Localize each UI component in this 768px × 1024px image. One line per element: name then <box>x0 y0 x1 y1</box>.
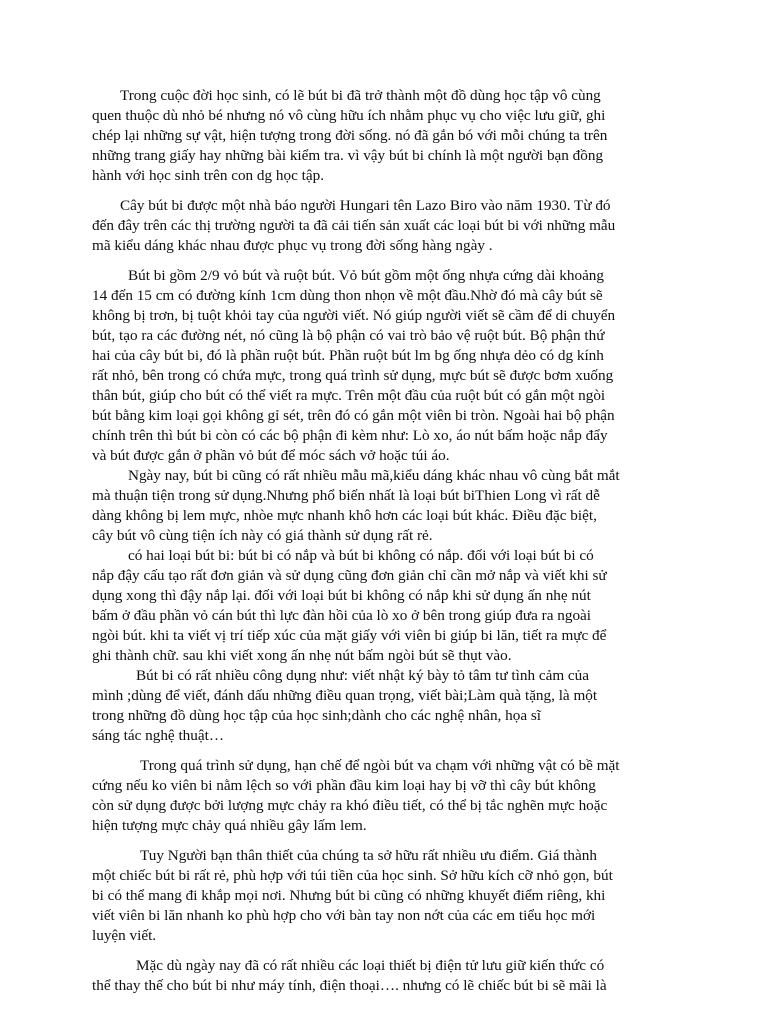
text-line: hai của cây bút bi, đó là phần ruột bút. Phần ruột bút lm bg ống nhựa dẻo có dg kính <box>92 347 604 364</box>
text-line: Trong quá trình sử dụng, hạn chế để ngòi bút va chạm với những vật có bề mặt <box>140 757 620 774</box>
paragraph-gap <box>92 256 677 266</box>
text-line: mã kiểu dáng khác nhau được phục vụ trong đời sống hàng ngày . <box>92 237 493 254</box>
text-line: Tuy Người bạn thân thiết của chúng ta sở hữu rất nhiều ưu điểm. Giá thành <box>140 847 597 864</box>
text-line: quen thuộc dù nhỏ bé nhưng nó vô cùng hữu ích nhằm phục vụ cho việc lưu giữ, ghi <box>92 107 606 124</box>
paragraph-history <box>92 196 677 256</box>
paragraph-gap <box>92 946 677 956</box>
paragraph-gap <box>92 186 677 196</box>
paragraph-gap <box>92 746 677 756</box>
text-line: Bút bi có rất nhiều công dụng như: viết nhật ký bày tỏ tâm tư tình cảm của <box>136 667 590 684</box>
paragraph-types <box>92 546 677 666</box>
paragraph-intro <box>92 86 677 186</box>
text-line: cứng nếu ko viên bi nằm lệch so với phần đầu kim loại hay bị vỡ thì cây bút không <box>92 777 596 794</box>
text-line: mà thuận tiện trong sử dụng.Nhưng phổ biến nhất là loại bút biThien Long vì rất dễ <box>92 487 600 504</box>
text-line: và bút được gắn ở phần vỏ bút để móc sách vở hoặc túi áo. <box>92 447 450 464</box>
text-line: bút, tạo ra các đường nét, nó cũng là bộ phận có vai trò bảo vệ ruột bút. Bộ phận thứ <box>92 327 605 344</box>
text-line: bút bằng kim loại gọi không gỉ sét, trên đó có gắn một viên bi tròn. Ngoài hai bộ phận <box>92 407 615 424</box>
text-line: hiện tượng mực chảy quá nhiều gây lấm lem. <box>92 817 367 834</box>
text-line: Trong cuộc đời học sinh, có lẽ bút bi đã trở thành một đồ dùng học tập vô cùng <box>120 87 601 104</box>
document-page <box>92 86 677 996</box>
text-line: Mặc dù ngày nay đã có rất nhiều các loại thiết bị điện tử lưu giữ kiến thức có <box>136 957 605 974</box>
text-line: thể thay thế cho bút bi như máy tính, điện thoại…. nhưng có lẽ chiếc bút bi sẽ mãi là <box>92 977 607 994</box>
text-line: rất nhỏ, bên trong có chứa mực, trong quá trình sử dụng, mực bút sẽ được bơm xuống <box>92 367 614 384</box>
text-line: thân bút, giúp cho bút có thể viết ra mực. Trên một đầu của ruột bút có gắn một ngòi <box>92 387 606 404</box>
paragraph-uses <box>92 666 677 746</box>
text-line: viết viên bi lăn nhanh ko phù hợp cho với bàn tay non nớt của các em tiểu học mới <box>92 907 596 924</box>
text-line: cây bút vô cùng tiện ích này có giá thành sử dụng rất rẻ. <box>92 527 433 544</box>
text-line: đến đây trên các thị trường người ta đã cải tiến sản xuất các loại bút bi với những mẫu <box>92 217 616 234</box>
text-line: luyện viết. <box>92 927 157 944</box>
text-line: còn sử dụng được bởi lượng mực chảy ra khó điều tiết, có thể bị tắc nghẽn mực hoặc <box>92 797 608 814</box>
paragraph-care <box>92 756 677 836</box>
text-line: những trang giấy hay những bài kiểm tra. vì vậy bút bi chính là một người bạn đồng <box>92 147 604 164</box>
text-line: bi có thể mang đi khắp mọi nơi. Nhưng bút bi cũng có những khuyết điểm riêng, khi <box>92 887 606 904</box>
text-line: bấm ở đầu phần vỏ cán bút thì lực đàn hồi của lò xo ở bên trong giúp đưa ra ngoài <box>92 607 591 624</box>
text-line: dụng xong thì đậy nắp lại. đối với loại bút bi không có nắp khi sử dụng ấn nhẹ nút <box>92 587 591 604</box>
text-line: ngòi bút. khi ta viết vị trí tiếp xúc của mặt giấy với viên bi giúp bi lăn, tiết ra mực để <box>92 627 607 644</box>
text-line: không bị trơn, bị tuột khỏi tay của người viết. Nó giúp người viết sẽ cầm để di chuyển <box>92 307 616 324</box>
text-line: nắp đậy cấu tạo rất đơn giản và sử dụng cũng đơn giản chỉ cần mở nắp và viết khi sử <box>92 567 607 584</box>
text-line: dàng không bị lem mực, nhòe mực nhanh khô hơn các loại bút khác. Điều đặc biệt, <box>92 507 597 524</box>
text-line: mình ;dùng để viết, đánh dấu những điều quan trọng, viết bài;Làm quà tặng, là một <box>92 687 598 704</box>
text-line: một chiếc bút bi rất rẻ, phù hợp với túi tiền của học sinh. Sở hữu kích cỡ nhỏ gọn, bút <box>92 867 613 884</box>
text-line: có hai loại bút bi: bút bi có nắp và bút bi không có nắp. đối với loại bút bi có <box>128 547 594 564</box>
text-line: chính trên thì bút bi còn có các bộ phận đi kèm như: Lò xo, áo nút bấm hoặc nắp đẩy <box>92 427 608 444</box>
text-line: sáng tác nghệ thuật… <box>92 727 225 744</box>
text-line: hành với học sinh trên con dg học tập. <box>92 167 324 184</box>
text-line: Cây bút bi được một nhà báo người Hungari tên Lazo Biro vào năm 1930. Từ đó <box>120 197 611 214</box>
paragraph-modern <box>92 466 677 546</box>
text-line: chép lại những sự vật, hiện tượng trong đời sống. nó đã gắn bó với mỗi chúng ta trên <box>92 127 608 144</box>
paragraph-gap <box>92 836 677 846</box>
text-line: trong những đồ dùng học tập của học sinh;dành cho các nghệ nhân, họa sĩ <box>92 707 541 724</box>
paragraph-conclusion <box>92 956 677 996</box>
text-line: 14 đến 15 cm có đường kính 1cm dùng thon nhọn về một đầu.Nhờ đó mà cây bút sẽ <box>92 287 603 304</box>
paragraph-pros-cons <box>92 846 677 946</box>
paragraph-structure <box>92 266 677 466</box>
text-line: ghi thành chữ. sau khi viết xong ấn nhẹ nút bấm ngòi bút sẽ thụt vào. <box>92 647 512 664</box>
text-line: Bút bi gồm 2/9 vỏ bút và ruột bút. Vỏ bút gồm một ống nhựa cứng dài khoảng <box>128 267 604 284</box>
text-line: Ngày nay, bút bi cũng có rất nhiều mẫu mã,kiểu dáng khác nhau vô cùng bắt mắt <box>128 467 620 484</box>
